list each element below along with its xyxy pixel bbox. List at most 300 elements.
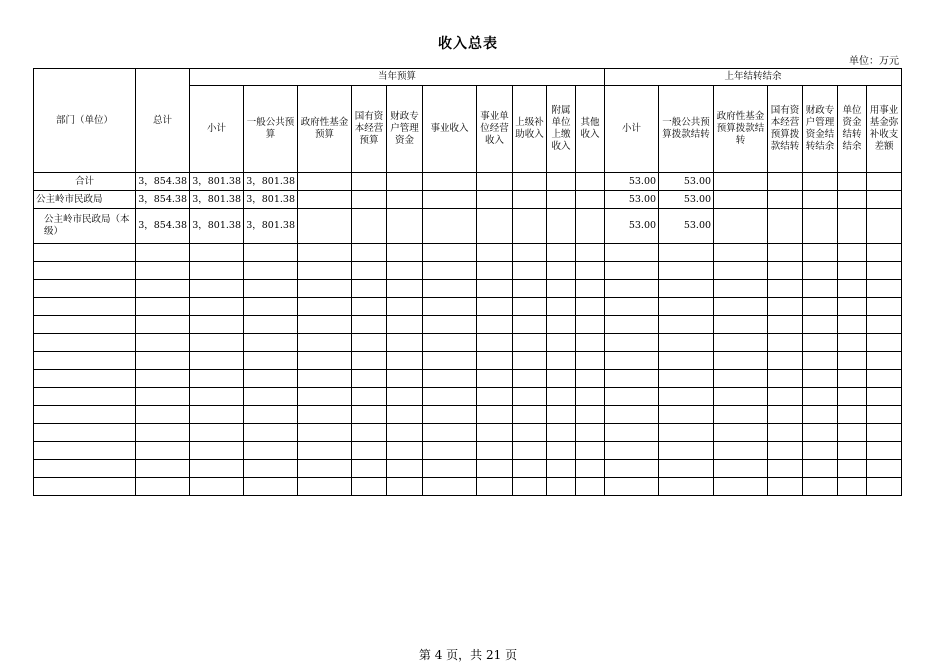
empty-cell: [714, 442, 768, 460]
empty-cell: [477, 370, 513, 388]
empty-cell: [352, 370, 387, 388]
empty-cell: [576, 478, 605, 496]
empty-cell: [387, 298, 423, 316]
empty-cell: [34, 316, 136, 334]
empty-cell: [136, 406, 190, 424]
empty-cell: [605, 370, 659, 388]
empty-cell: [244, 424, 298, 442]
empty-cell: [34, 298, 136, 316]
empty-cell: [714, 334, 768, 352]
empty-cell: [387, 352, 423, 370]
empty-cell: [768, 352, 803, 370]
empty-cell: [513, 280, 547, 298]
empty-cell: [423, 478, 477, 496]
empty-cell: [768, 442, 803, 460]
empty-cell: [838, 298, 867, 316]
table-row: [34, 173, 902, 191]
empty-cell: [244, 352, 298, 370]
empty-cell: [190, 478, 244, 496]
empty-cell: [190, 424, 244, 442]
empty-cell: [190, 262, 244, 280]
empty-cell: [477, 298, 513, 316]
empty-cell: [547, 370, 576, 388]
unit-label: 单位：万元: [849, 56, 899, 67]
empty-table-row: [34, 460, 902, 478]
empty-cell: [136, 460, 190, 478]
empty-cell: [34, 280, 136, 298]
empty-cell: [605, 424, 659, 442]
empty-table-row: [34, 478, 902, 496]
empty-table-row: [34, 442, 902, 460]
empty-cell: [867, 478, 902, 496]
empty-cell: [547, 460, 576, 478]
empty-cell: [477, 262, 513, 280]
header-row-group: [34, 69, 902, 86]
empty-cell: [803, 478, 838, 496]
empty-cell: [244, 442, 298, 460]
empty-cell: [190, 406, 244, 424]
empty-cell: [352, 352, 387, 370]
empty-cell: [244, 280, 298, 298]
empty-cell: [605, 352, 659, 370]
empty-cell: [659, 370, 714, 388]
empty-cell: [513, 442, 547, 460]
empty-table-row: [34, 298, 902, 316]
empty-cell: [136, 352, 190, 370]
empty-cell: [768, 388, 803, 406]
empty-cell: [605, 460, 659, 478]
col-header-prior-business-fund: 用事业基金弥补收支差额: [867, 86, 902, 173]
empty-cell: [136, 298, 190, 316]
empty-cell: [605, 316, 659, 334]
empty-cell: [298, 406, 352, 424]
empty-cell: [838, 424, 867, 442]
empty-cell: [244, 478, 298, 496]
empty-cell: [423, 406, 477, 424]
empty-cell: [387, 388, 423, 406]
empty-cell: [547, 280, 576, 298]
empty-cell: [298, 424, 352, 442]
empty-cell: [352, 442, 387, 460]
empty-cell: [838, 352, 867, 370]
empty-cell: [838, 262, 867, 280]
empty-cell: [867, 388, 902, 406]
empty-cell: [659, 388, 714, 406]
empty-cell: [352, 298, 387, 316]
empty-cell: [605, 388, 659, 406]
empty-cell: [244, 298, 298, 316]
empty-cell: [513, 316, 547, 334]
empty-cell: [298, 442, 352, 460]
empty-table-row: [34, 334, 902, 352]
col-header-current-business-income: 事业收入: [423, 86, 477, 173]
empty-cell: [298, 298, 352, 316]
empty-cell: [659, 406, 714, 424]
empty-cell: [547, 478, 576, 496]
cell-current-subtotal: 3，801.38: [190, 173, 244, 191]
empty-cell: [803, 370, 838, 388]
empty-cell: [136, 316, 190, 334]
empty-cell: [803, 334, 838, 352]
col-header-prior-state-capital: 国有资本经营预算拨款结转: [768, 86, 803, 173]
empty-cell: [513, 478, 547, 496]
cell-prior-subtotal: 53.00: [605, 191, 659, 209]
empty-cell: [803, 406, 838, 424]
empty-cell: [547, 352, 576, 370]
empty-cell: [190, 460, 244, 478]
col-header-current-general: 一般公共预算: [244, 86, 298, 173]
empty-cell: [547, 442, 576, 460]
cell-prior-general: 53.00: [659, 191, 714, 209]
empty-cell: [659, 478, 714, 496]
empty-cell: [423, 262, 477, 280]
empty-cell: [423, 298, 477, 316]
empty-cell: [605, 298, 659, 316]
empty-cell: [803, 352, 838, 370]
empty-cell: [803, 244, 838, 262]
empty-cell: [714, 352, 768, 370]
empty-cell: [576, 316, 605, 334]
empty-table-row: [34, 424, 902, 442]
empty-cell: [605, 244, 659, 262]
empty-cell: [576, 460, 605, 478]
empty-cell: [714, 424, 768, 442]
empty-cell: [136, 370, 190, 388]
empty-cell: [576, 334, 605, 352]
empty-cell: [768, 262, 803, 280]
empty-cell: [477, 316, 513, 334]
empty-cell: [387, 406, 423, 424]
empty-cell: [547, 244, 576, 262]
empty-cell: [513, 352, 547, 370]
empty-cell: [838, 244, 867, 262]
col-header-total: 总计: [136, 69, 190, 173]
empty-cell: [714, 244, 768, 262]
empty-cell: [714, 316, 768, 334]
empty-cell: [838, 388, 867, 406]
group-header-prior: 上年结转结余: [605, 69, 902, 86]
empty-cell: [768, 478, 803, 496]
empty-cell: [576, 298, 605, 316]
empty-cell: [576, 262, 605, 280]
empty-cell: [547, 316, 576, 334]
empty-cell: [244, 406, 298, 424]
empty-cell: [477, 352, 513, 370]
empty-cell: [659, 352, 714, 370]
empty-cell: [867, 244, 902, 262]
empty-cell: [477, 334, 513, 352]
empty-cell: [352, 244, 387, 262]
empty-cell: [352, 262, 387, 280]
empty-cell: [605, 280, 659, 298]
empty-cell: [803, 280, 838, 298]
empty-cell: [605, 478, 659, 496]
empty-cell: [34, 424, 136, 442]
cell-current-subtotal: 3，801.38: [190, 191, 244, 209]
empty-table-row: [34, 244, 902, 262]
empty-cell: [838, 316, 867, 334]
empty-cell: [477, 280, 513, 298]
empty-cell: [387, 334, 423, 352]
empty-cell: [838, 460, 867, 478]
empty-cell: [387, 262, 423, 280]
empty-cell: [714, 298, 768, 316]
empty-table-row: [34, 370, 902, 388]
empty-cell: [190, 370, 244, 388]
page-title: 收入总表: [438, 36, 498, 52]
empty-cell: [768, 280, 803, 298]
empty-cell: [34, 370, 136, 388]
empty-cell: [576, 370, 605, 388]
empty-cell: [867, 424, 902, 442]
empty-cell: [477, 424, 513, 442]
empty-cell: [34, 460, 136, 478]
empty-cell: [513, 262, 547, 280]
empty-table-row: [34, 406, 902, 424]
empty-cell: [423, 352, 477, 370]
empty-cell: [513, 406, 547, 424]
empty-cell: [477, 388, 513, 406]
empty-cell: [298, 478, 352, 496]
empty-cell: [298, 388, 352, 406]
empty-cell: [136, 442, 190, 460]
empty-cell: [298, 334, 352, 352]
empty-cell: [867, 352, 902, 370]
empty-cell: [34, 262, 136, 280]
empty-table-row: [34, 316, 902, 334]
empty-cell: [298, 280, 352, 298]
empty-cell: [190, 442, 244, 460]
empty-cell: [714, 460, 768, 478]
empty-cell: [423, 280, 477, 298]
empty-cell: [34, 244, 136, 262]
empty-cell: [659, 244, 714, 262]
empty-cell: [387, 424, 423, 442]
empty-cell: [423, 388, 477, 406]
empty-table-row: [34, 388, 902, 406]
empty-cell: [244, 388, 298, 406]
empty-cell: [576, 442, 605, 460]
empty-cell: [659, 316, 714, 334]
empty-cell: [513, 388, 547, 406]
empty-cell: [803, 424, 838, 442]
empty-cell: [838, 442, 867, 460]
cell-dept: 公主岭市民政局: [34, 191, 136, 209]
empty-cell: [513, 460, 547, 478]
empty-cell: [714, 478, 768, 496]
empty-cell: [605, 406, 659, 424]
cell-prior-subtotal: 53.00: [605, 173, 659, 191]
empty-cell: [547, 424, 576, 442]
empty-cell: [513, 298, 547, 316]
empty-cell: [298, 460, 352, 478]
empty-cell: [34, 334, 136, 352]
table-row: [34, 209, 902, 244]
empty-cell: [298, 244, 352, 262]
empty-cell: [352, 316, 387, 334]
page-footer: 第 4 页，共 21 页: [418, 648, 518, 662]
empty-cell: [803, 442, 838, 460]
cell-current-general: 3，801.38: [244, 173, 298, 191]
empty-cell: [423, 424, 477, 442]
empty-cell: [605, 442, 659, 460]
group-header-current: 当年预算: [190, 69, 605, 86]
empty-cell: [352, 280, 387, 298]
empty-cell: [34, 406, 136, 424]
col-header-current-superior-subsidy: 上级补助收入: [513, 86, 547, 173]
empty-cell: [659, 424, 714, 442]
empty-cell: [768, 244, 803, 262]
empty-cell: [547, 406, 576, 424]
empty-cell: [244, 334, 298, 352]
col-header-current-fund: 政府性基金预算: [298, 86, 352, 173]
empty-cell: [136, 478, 190, 496]
empty-cell: [659, 280, 714, 298]
col-header-prior-subtotal: 小计: [605, 86, 659, 173]
empty-cell: [513, 424, 547, 442]
empty-cell: [352, 388, 387, 406]
empty-rows: [34, 244, 902, 496]
empty-cell: [34, 388, 136, 406]
empty-cell: [513, 370, 547, 388]
empty-cell: [838, 334, 867, 352]
cell-total: 3，854.38: [136, 209, 190, 244]
empty-cell: [244, 316, 298, 334]
empty-cell: [714, 280, 768, 298]
empty-cell: [838, 406, 867, 424]
empty-cell: [576, 388, 605, 406]
empty-cell: [244, 262, 298, 280]
col-header-current-state-capital: 国有资本经营预算: [352, 86, 387, 173]
col-header-dept: 部门（单位）: [34, 69, 136, 173]
col-header-prior-general: 一般公共预算拨款结转: [659, 86, 714, 173]
empty-cell: [867, 316, 902, 334]
empty-cell: [803, 388, 838, 406]
table-row: [34, 191, 902, 209]
empty-cell: [190, 334, 244, 352]
cell-dept: 合计: [34, 173, 136, 191]
empty-cell: [659, 298, 714, 316]
empty-table-row: [34, 352, 902, 370]
empty-cell: [659, 262, 714, 280]
empty-cell: [867, 442, 902, 460]
empty-table-row: [34, 262, 902, 280]
empty-cell: [867, 460, 902, 478]
empty-cell: [714, 406, 768, 424]
col-header-current-business-operating: 事业单位经营收入: [477, 86, 513, 173]
empty-cell: [298, 262, 352, 280]
empty-cell: [576, 352, 605, 370]
empty-cell: [513, 334, 547, 352]
cell-total: 3，854.38: [136, 173, 190, 191]
cell-dept: 公主岭市民政局（本级）: [34, 209, 136, 244]
empty-cell: [136, 334, 190, 352]
empty-cell: [605, 334, 659, 352]
empty-cell: [803, 460, 838, 478]
empty-cell: [768, 370, 803, 388]
col-header-current-special-account: 财政专户管理资金: [387, 86, 423, 173]
empty-cell: [576, 406, 605, 424]
empty-cell: [477, 406, 513, 424]
empty-cell: [190, 244, 244, 262]
empty-cell: [298, 370, 352, 388]
empty-cell: [34, 478, 136, 496]
empty-cell: [244, 370, 298, 388]
empty-cell: [387, 370, 423, 388]
cell-total: 3，854.38: [136, 191, 190, 209]
income-summary-table: [33, 68, 902, 496]
empty-cell: [244, 244, 298, 262]
empty-cell: [352, 478, 387, 496]
empty-cell: [136, 262, 190, 280]
empty-cell: [547, 388, 576, 406]
empty-cell: [867, 280, 902, 298]
col-header-prior-unit-funds: 单位资金结转结余: [838, 86, 867, 173]
empty-cell: [423, 370, 477, 388]
empty-cell: [298, 352, 352, 370]
empty-cell: [659, 334, 714, 352]
empty-cell: [477, 460, 513, 478]
empty-cell: [387, 316, 423, 334]
empty-cell: [867, 370, 902, 388]
empty-cell: [136, 280, 190, 298]
empty-cell: [768, 316, 803, 334]
empty-cell: [190, 298, 244, 316]
empty-cell: [659, 460, 714, 478]
empty-cell: [190, 388, 244, 406]
empty-cell: [714, 262, 768, 280]
empty-cell: [34, 442, 136, 460]
empty-cell: [136, 388, 190, 406]
empty-cell: [387, 442, 423, 460]
empty-cell: [387, 478, 423, 496]
cell-current-subtotal: 3，801.38: [190, 209, 244, 244]
empty-cell: [387, 460, 423, 478]
empty-cell: [803, 262, 838, 280]
empty-cell: [547, 298, 576, 316]
empty-cell: [423, 334, 477, 352]
empty-cell: [576, 424, 605, 442]
empty-cell: [867, 298, 902, 316]
empty-cell: [136, 424, 190, 442]
empty-cell: [352, 334, 387, 352]
empty-cell: [547, 334, 576, 352]
empty-cell: [803, 316, 838, 334]
col-header-prior-special-account: 财政专户管理资金结转结余: [803, 86, 838, 173]
empty-table-row: [34, 280, 902, 298]
empty-cell: [136, 244, 190, 262]
cell-current-general: 3，801.38: [244, 191, 298, 209]
empty-cell: [423, 244, 477, 262]
empty-cell: [768, 406, 803, 424]
empty-cell: [477, 478, 513, 496]
col-header-prior-fund: 政府性基金预算拨款结转: [714, 86, 768, 173]
empty-cell: [352, 424, 387, 442]
cell-prior-subtotal: 53.00: [605, 209, 659, 244]
empty-cell: [352, 460, 387, 478]
empty-cell: [838, 280, 867, 298]
empty-cell: [768, 424, 803, 442]
empty-cell: [190, 352, 244, 370]
col-header-current-affiliated: 附属单位上缴收入: [547, 86, 576, 173]
cell-prior-general: 53.00: [659, 173, 714, 191]
empty-cell: [838, 478, 867, 496]
empty-cell: [768, 298, 803, 316]
empty-cell: [387, 244, 423, 262]
empty-cell: [576, 280, 605, 298]
empty-cell: [803, 298, 838, 316]
empty-cell: [387, 280, 423, 298]
